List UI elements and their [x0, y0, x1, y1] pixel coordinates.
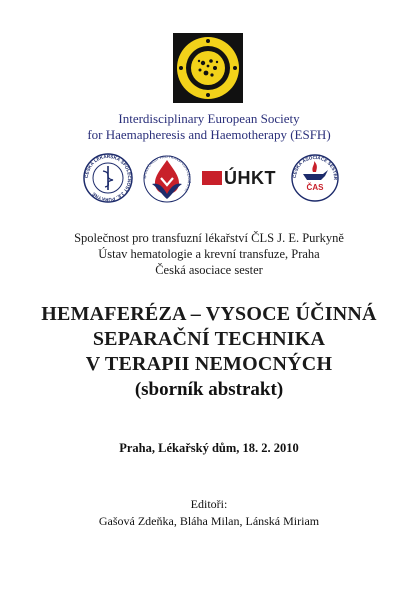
esfh-logo-icon	[170, 30, 246, 106]
organizers	[0, 230, 418, 278]
editors-names: Gašová Zdeňka, Bláha Milan, Lánská Miriam	[98, 514, 320, 528]
organizer-3: Česká asociace sester	[155, 263, 263, 277]
cas-logo-icon	[290, 152, 340, 204]
cas-text: ČAS	[306, 183, 324, 192]
organizer-1: Společnost pro transfuzní lékařství ČLS J. E. Purkyně	[74, 231, 344, 245]
transfusion-society-logo-icon	[142, 152, 192, 204]
organizer-2: Ústav hematologie a krevní transfuze, Praha	[98, 247, 320, 261]
book-subtitle: (sborník abstrakt)	[134, 379, 284, 400]
purkyne-ring-text: ČESKÁ LÉKAŘSKÁ SPOLEČNOST J.E. PURKYNĚ	[83, 153, 133, 203]
uhkt-text: ÚHKT	[224, 168, 276, 188]
date-place: Praha, Lékařský dům, 18. 2. 2010	[119, 441, 299, 455]
editors	[0, 496, 418, 530]
editors-label: Editoři:	[190, 497, 228, 511]
title-line-1: HEMAFERÉZA – VYSOCE ÚČINNÁ	[41, 303, 377, 325]
society-line-2: for Haemapheresis and Haemotherapy (ESFH)	[87, 127, 331, 142]
purkyne-logo-icon	[82, 152, 134, 204]
partner-logos	[0, 152, 418, 208]
cas-ring-text: ČESKÁ ASOCIACE SESTER	[291, 154, 339, 181]
uhkt-flag-icon	[202, 171, 222, 185]
uhkt-logo	[202, 152, 282, 204]
title-line-3: V TERAPII NEMOCNÝCH	[85, 353, 333, 375]
society-line-1: Interdisciplinary European Society	[118, 111, 300, 126]
society-name	[0, 111, 418, 143]
title-line-2: SEPARAČNÍ TECHNIKA	[92, 328, 326, 350]
transfuze-ring-text: SPOLEČNOST PRO TRANSFUZNÍ LÉKAŘSTVÍ	[142, 154, 192, 193]
book-title	[0, 302, 418, 377]
